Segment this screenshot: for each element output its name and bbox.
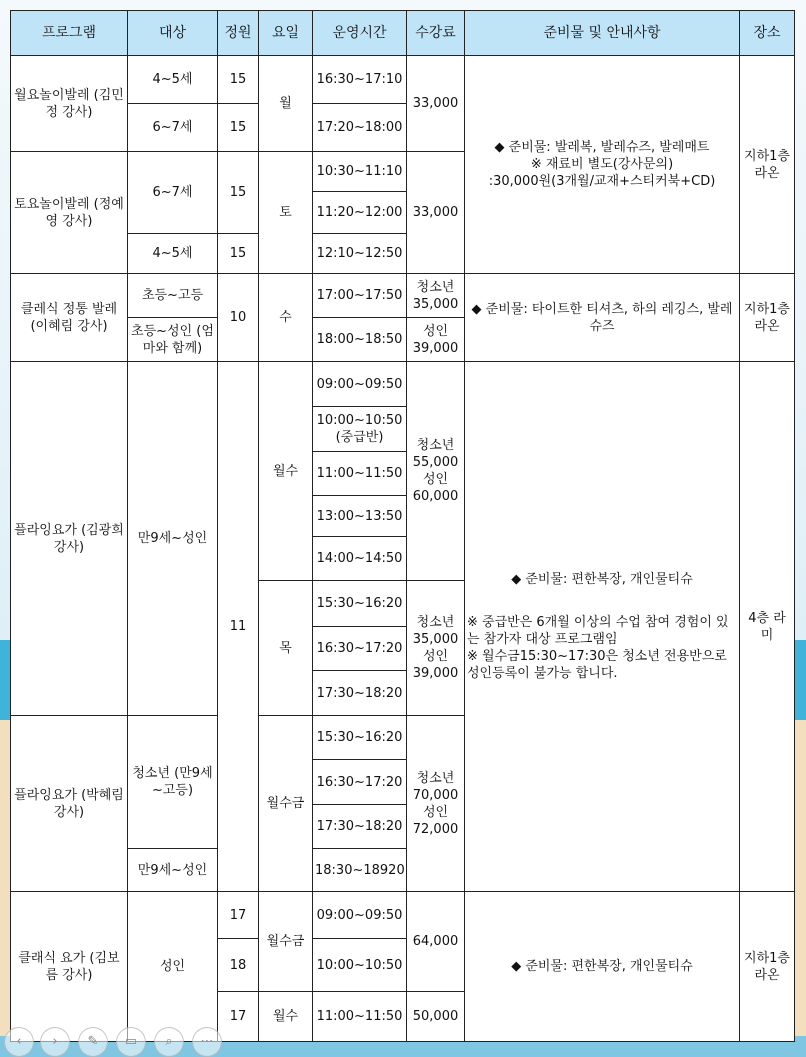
- time-cell: 11:00~11:50: [313, 452, 407, 496]
- capacity-cell: 17: [218, 992, 259, 1042]
- fee-cell: 성인 39,000: [407, 318, 465, 362]
- note-line: ◆ 준비물: 발레복, 발레슈즈, 발레매트: [494, 140, 710, 155]
- note-line: :30,000원(3개월/교재+스티커북+CD): [488, 174, 716, 189]
- notes-cell: ◆ 준비물: 타이트한 티셔츠, 하의 레깅스, 발레슈즈: [465, 274, 740, 362]
- note-line: ◆ 준비물: 편한복장, 개인물티슈: [511, 572, 693, 587]
- time-cell: 10:30~11:10: [313, 152, 407, 192]
- time-cell: 12:10~12:50: [313, 234, 407, 274]
- time-cell: 18:00~18:50: [313, 318, 407, 362]
- day-cell: 목: [259, 581, 313, 716]
- fee-cell: 청소년 35,000 성인 39,000: [407, 581, 465, 716]
- fee-cell: 청소년 35,000: [407, 274, 465, 318]
- time-cell: 11:20~12:00: [313, 192, 407, 234]
- day-cell: 월수: [259, 362, 313, 581]
- forward-icon[interactable]: ›: [40, 1027, 70, 1057]
- target-cell: 초등~고등: [128, 274, 218, 318]
- target-cell: 4~5세: [128, 234, 218, 274]
- time-cell: 10:00~10:50 (중급반): [313, 407, 407, 452]
- day-cell: 수: [259, 274, 313, 362]
- program-cell: 토요놀이발레 (정예영 강사): [11, 152, 128, 274]
- target-cell: 성인: [128, 892, 218, 1042]
- header-fee: 수강료: [407, 11, 465, 56]
- target-cell: 만9세~성인: [128, 362, 218, 716]
- place-cell: 4층 라미: [740, 362, 795, 892]
- target-cell: 4~5세: [128, 56, 218, 104]
- day-cell: 토: [259, 152, 313, 274]
- target-cell: 초등~성인 (엄마와 함께): [128, 318, 218, 362]
- notes-cell: ◆ 준비물: 편한복장, 개인물티슈: [465, 892, 740, 1042]
- fee-cell: 64,000: [407, 892, 465, 992]
- fee-cell: 청소년 70,000 성인 72,000: [407, 716, 465, 892]
- program-cell: 클레식 정통 발레 (이혜림 강사): [11, 274, 128, 362]
- page-icon[interactable]: ▭: [116, 1027, 146, 1057]
- target-cell: 6~7세: [128, 104, 218, 152]
- notes-cell: [465, 362, 740, 892]
- capacity-cell: 15: [218, 234, 259, 274]
- fee-cell: 50,000: [407, 992, 465, 1042]
- header-day: 요일: [259, 11, 313, 56]
- header-program: 프로그램: [11, 11, 128, 56]
- header-place: 장소: [740, 11, 795, 56]
- more-icon[interactable]: ⋯: [192, 1027, 222, 1057]
- time-cell: 17:20~18:00: [313, 104, 407, 152]
- zoom-icon[interactable]: ⌕: [154, 1027, 184, 1057]
- fee-cell: 33,000: [407, 56, 465, 152]
- capacity-cell: 15: [218, 104, 259, 152]
- table-row: [11, 274, 795, 318]
- back-icon[interactable]: ‹: [4, 1027, 34, 1057]
- target-cell: 청소년 (만9세~고등): [128, 716, 218, 849]
- day-cell: 월수: [259, 992, 313, 1042]
- fee-cell: 청소년 55,000 성인 60,000: [407, 362, 465, 581]
- time-cell: 13:00~13:50: [313, 496, 407, 537]
- place-cell: 지하1층 라온: [740, 892, 795, 1042]
- note-line: ※ 월수금15:30~17:30은 청소년 전용반으로 성인등록이 불가능 합니다.: [467, 649, 727, 681]
- day-cell: 월수금: [259, 716, 313, 892]
- capacity-cell: 15: [218, 56, 259, 104]
- day-cell: 월수금: [259, 892, 313, 992]
- time-cell: 09:00~09:50: [313, 362, 407, 407]
- place-cell: 지하1층 라온: [740, 274, 795, 362]
- time-cell: 17:30~18:20: [313, 805, 407, 849]
- header-time: 운영시간: [313, 11, 407, 56]
- time-cell: 16:30~17:20: [313, 760, 407, 805]
- time-cell: 16:30~17:20: [313, 627, 407, 671]
- program-cell: 플라잉요가 (김광희 강사): [11, 362, 128, 716]
- time-cell: 15:30~16:20: [313, 581, 407, 627]
- target-cell: 만9세~성인: [128, 849, 218, 892]
- time-cell: 15:30~16:20: [313, 716, 407, 760]
- capacity-cell: 18: [218, 939, 259, 992]
- program-cell: 클래식 요가 (김보름 강사): [11, 892, 128, 1042]
- capacity-cell: 11: [218, 362, 259, 892]
- program-cell: 플라잉요가 (박혜림 강사): [11, 716, 128, 892]
- target-cell: 6~7세: [128, 152, 218, 234]
- time-cell: 16:30~17:10: [313, 56, 407, 104]
- capacity-cell: 17: [218, 892, 259, 939]
- time-cell: 18:30~18920: [313, 849, 407, 892]
- capacity-cell: 15: [218, 152, 259, 234]
- time-cell: 17:30~18:20: [313, 671, 407, 716]
- header-target: 대상: [128, 11, 218, 56]
- place-cell: 지하1층 라온: [740, 56, 795, 274]
- time-cell: 09:00~09:50: [313, 892, 407, 939]
- time-cell: 11:00~11:50: [313, 992, 407, 1042]
- program-schedule-table: [10, 10, 795, 1042]
- time-cell: 10:00~10:50: [313, 939, 407, 992]
- pen-icon[interactable]: ✎: [78, 1027, 108, 1057]
- header-notes: 준비물 및 안내사항: [465, 11, 740, 56]
- note-line: ※ 재료비 별도(강사문의): [530, 157, 674, 172]
- capacity-cell: 10: [218, 274, 259, 362]
- fee-cell: 33,000: [407, 152, 465, 274]
- header-capacity: 정원: [218, 11, 259, 56]
- note-line: ※ 중급반은 6개월 이상의 수업 참여 경험이 있는 참가자 대상 프로그램임: [467, 615, 729, 647]
- table-row: [11, 362, 795, 407]
- table-row: [11, 892, 795, 939]
- program-cell: 월요놀이발레 (김민정 강사): [11, 56, 128, 152]
- table-row: [11, 56, 795, 104]
- day-cell: 월: [259, 56, 313, 152]
- time-cell: 14:00~14:50: [313, 537, 407, 581]
- time-cell: 17:00~17:50: [313, 274, 407, 318]
- header-row: [11, 11, 795, 56]
- notes-cell: [465, 56, 740, 274]
